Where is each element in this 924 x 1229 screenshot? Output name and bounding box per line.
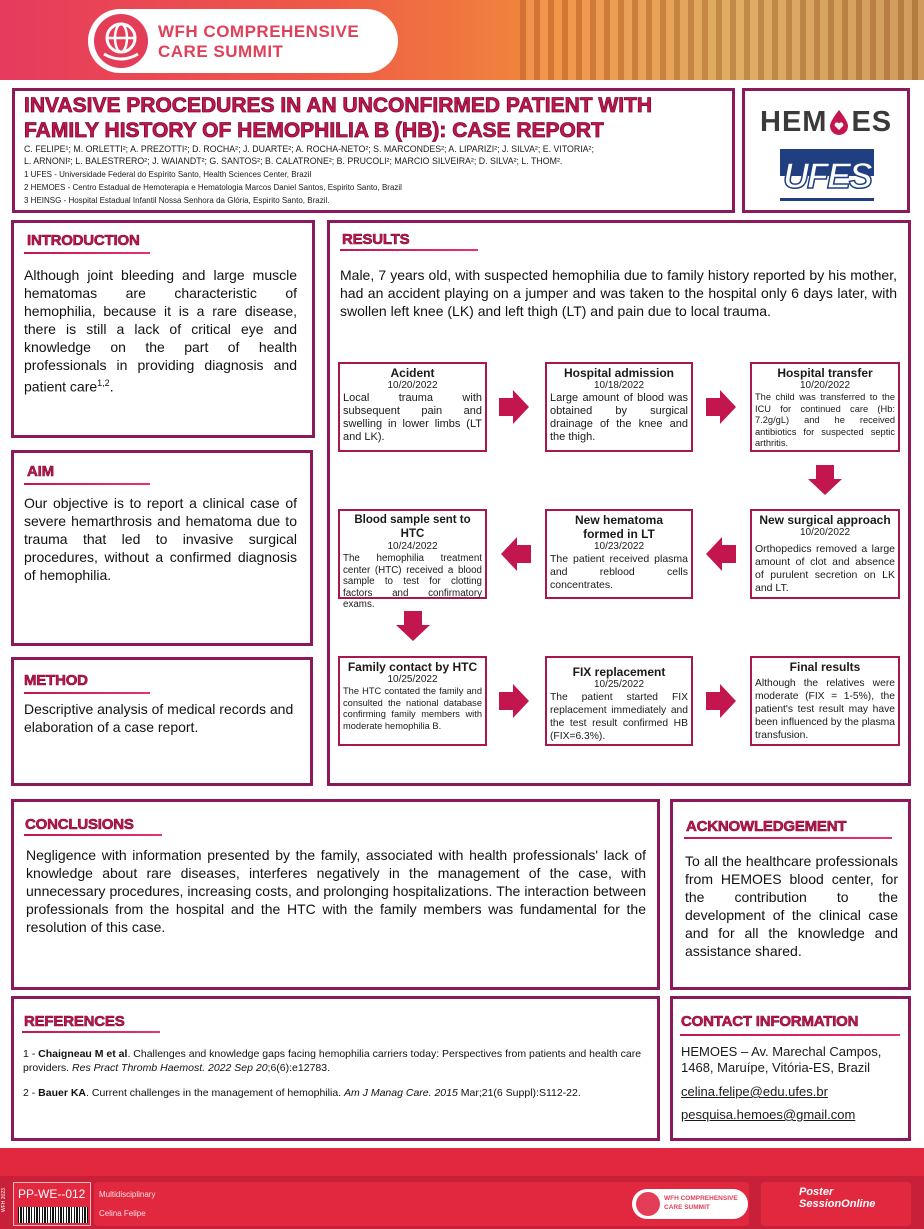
conclusions-text: Negligence with information presented by the family, associated with health professionals' lack of knowledge about rare diseases, interferes negatively in the management of the case, with unnecessary procedures, increasing costs, and prolonging hospitalizations. The interaction between professionals from the hospital and the HTC with the family members was fundamental for the resolution of this case. (26, 847, 646, 935)
method-underline (24, 692, 150, 694)
step-title: FIX replacement (572, 665, 666, 679)
contact-email-2[interactable]: pesquisa.hemoes@gmail.com (681, 1107, 856, 1122)
method-title: METHOD (24, 672, 88, 689)
header-banner (0, 0, 924, 80)
reference-1-author: Chaigneau M et al (38, 1048, 128, 1060)
acknowledgement-underline (684, 837, 892, 839)
step-fix-replacement (545, 656, 693, 746)
poster-session-line1: Poster (799, 1186, 834, 1198)
step-title: Hospital transfer (777, 366, 873, 380)
step-date: 10/20/2022 (799, 380, 851, 391)
hemoes-logo (760, 106, 892, 138)
reference-2-num: 2 - (23, 1087, 39, 1099)
step-title: Final results (789, 660, 861, 674)
footer-summit-line2: CARE SUMMIT (664, 1204, 710, 1211)
step-family-contact (338, 656, 487, 746)
arrow-left-icon (501, 537, 531, 571)
reference-2-author: Bauer KA (38, 1087, 87, 1099)
blood-drop-icon (827, 108, 851, 136)
authors-line2: L. ARNONI²; L. BALESTRERO²; J. WAIANDT²; G. SANTOS²; B. CALATRONE²; B. PRUCOLI²; MARCIO SILVEIRA²; D. SILVA²; L. THOM². (24, 156, 563, 166)
introduction-title: INTRODUCTION (27, 232, 140, 249)
contact-email-1[interactable]: celina.felipe@edu.ufes.br (681, 1084, 828, 1099)
step-text: The hemophilia treatment center (HTC) received a blood sample to test for clotting factors and confirmatory exams. (343, 553, 482, 610)
introduction-text (24, 266, 297, 396)
footer-author: Celina Felipe (99, 1209, 146, 1218)
footer-category: Multidisciplinary (99, 1190, 156, 1199)
aim-underline (24, 483, 150, 485)
contact-underline (680, 1034, 900, 1036)
step-title: New surgical approach (759, 513, 891, 527)
conclusions-title: CONCLUSIONS (25, 816, 134, 833)
step-text: The patient received plasma and reblood cells concentrates. (550, 553, 688, 591)
step-title: Blood sample sent to HTC (354, 514, 471, 540)
step-title: Family contact by HTC (347, 660, 478, 674)
step-text: The child was transferred to the ICU for continued care (Hb: 7.2g/gL) and he received antibiotics for suspected septic arthritis. (755, 392, 895, 448)
step-blood-sample (338, 509, 487, 610)
step-date: 10/18/2022 (593, 380, 645, 391)
footer-side-label: WFH 2023 (1, 1188, 7, 1212)
step-text: Although the relatives were moderate (FIX = 1-5%), the patient's test result may have been influenced by the plasma transfusion. (755, 678, 895, 741)
poster-title-line1: INVASIVE PROCEDURES IN AN UNCONFIRMED PATIENT WITH (24, 94, 653, 117)
step-hospital-transfer (750, 362, 900, 452)
reference-2-text: . Current challenges in the management of hemophilia. (86, 1087, 345, 1099)
step-date: 10/20/2022 (799, 527, 851, 538)
aim-text: Our objective is to report a clinical case of severe hemarthrosis and hematoma due to trauma that led to invasive surgical procedures, without a confirmed diagnosis of hemophilia. (24, 495, 297, 583)
references-underline (22, 1031, 160, 1033)
contact-address: HEMOES – Av. Marechal Campos, 1468, Maruípe, Vitória-ES, Brazil (681, 1044, 882, 1075)
results-text: Male, 7 years old, with suspected hemophilia due to family history reported by his mother, had an accident playing on a jumper and was taken to the hospital only 6 days later, with swollen left knee (LK) and left thigh (LT) and pain due to local trauma. (340, 267, 897, 319)
introduction-underline (24, 252, 150, 254)
footer-summit-line1: WFH COMPREHENSIVE (664, 1195, 738, 1202)
poster-title-line2: FAMILY HISTORY OF HEMOPHILIA B (HB): CASE REPORT (24, 119, 604, 142)
step-title: New hematoma formed in LT (574, 513, 664, 541)
reference-1-end: ;6(6):e12783. (267, 1062, 331, 1074)
step-date: 10/24/2022 (387, 541, 438, 552)
step-text: The HTC contated the family and consulted the national database confirming family members with moderate hemophilia B. (343, 686, 482, 731)
reference-1 (23, 1047, 653, 1075)
step-new-hematoma (545, 509, 693, 599)
step-text: Local trauma with subsequent pain and swelling in lower limbs (LT and LK). (343, 392, 482, 443)
summit-title-line1: WFH COMPREHENSIVE (158, 22, 360, 41)
aim-title: AIM (27, 463, 54, 480)
summit-globe-logo (94, 14, 148, 68)
authors-line1: C. FELIPE¹; M. ORLETTI²; A. PREZOTTI²; D. ROCHA²; J. DUARTE²; A. ROCHA-NETO²; S. MARCONDES²; A. LIPARIZI²; J. SILVA²; E. VITORIA²; (24, 144, 594, 154)
contact-title: CONTACT INFORMATION (681, 1013, 859, 1030)
conclusions-underline (24, 834, 162, 836)
step-title: Hospital admission (563, 366, 675, 380)
poster-session-line2: SessionOnline (799, 1198, 876, 1210)
arrow-right-icon (706, 390, 736, 424)
reference-2-journal: Am J Manag Care. 2015 (344, 1087, 458, 1099)
reference-2-end: Mar;21(6 Suppl):S112-22. (457, 1087, 581, 1099)
introduction-body: Although joint bleeding and large muscle hematomas are characteristic of hemophilia, because it is a rare disease, there is still a lack of critical eye and knowledge on the part of health professionals in providing diagnosis and patient care (24, 267, 297, 395)
step-title: Acident (390, 366, 435, 380)
arrow-down-icon (808, 465, 842, 495)
city-skyline-image (520, 0, 924, 80)
introduction-end: . (109, 378, 114, 395)
reference-1-journal: Res Pract Thromb Haemost. 2022 Sep 20 (72, 1062, 268, 1074)
acknowledgement-text: To all the healthcare professionals from HEMOES blood center, for the contribution to the development of the clinical case and for all the knowledge and assistance shared. (685, 853, 898, 959)
ufes-logo (780, 149, 874, 201)
hemoes-logo-left: HEM (760, 105, 828, 138)
affiliation-3: 3 HEINSG - Hospital Estadual Infantil Nossa Senhora da Glória, Espirito Santo, Brazil. (24, 196, 330, 205)
arrow-down-icon (396, 611, 430, 641)
affiliation-1: 1 UFES - Universidade Federal do Espírito Santo, Health Sciences Center, Brazil (24, 170, 312, 179)
ufes-logo-text: UFES (782, 155, 871, 196)
results-underline (340, 249, 478, 251)
introduction-citation: 1,2 (97, 378, 110, 388)
arrow-right-icon (706, 684, 736, 718)
step-hospital-admission (545, 362, 693, 452)
step-date: 10/25/2022 (387, 674, 438, 685)
step-acident (338, 362, 487, 452)
step-text: Orthopedics removed a large amount of clot and absence of purulent secretion on LK and LT. (755, 543, 895, 594)
footer-code-box (13, 1182, 91, 1226)
reference-2 (23, 1086, 653, 1100)
summit-title-line2: CARE SUMMIT (158, 42, 284, 61)
step-final-results (750, 656, 900, 746)
footer-code: PP-WE--012 (18, 1187, 86, 1201)
reference-1-num: 1 - (23, 1048, 39, 1060)
arrow-left-icon (706, 537, 736, 571)
results-title: RESULTS (342, 231, 410, 248)
acknowledgement-title: ACKNOWLEDGEMENT (686, 818, 847, 835)
step-new-surgical-approach (750, 509, 900, 599)
arrow-right-icon (499, 390, 529, 424)
barcode-icon (18, 1207, 88, 1223)
step-date: 10/23/2022 (593, 541, 645, 552)
step-date: 10/25/2022 (593, 679, 645, 690)
method-text: Descriptive analysis of medical records and elaboration of a case report. (24, 701, 294, 735)
references-title: REFERENCES (24, 1013, 125, 1030)
footer-globe-logo (636, 1192, 660, 1216)
step-text: Large amount of blood was obtained by surgical drainage of the knee and the thigh. (550, 392, 688, 443)
affiliation-2: 2 HEMOES - Centro Estadual de Hemoterapia e Hematologia Marcos Daniel Santos, Espirito Santo, Brazil (24, 183, 402, 192)
step-date: 10/20/2022 (387, 380, 438, 391)
arrow-right-icon (499, 684, 529, 718)
reference-1-text: . Challenges and knowledge gaps facing hemophilia carriers today: Perspectives from patients and health care providers. (23, 1048, 642, 1074)
step-text: The patient started FIX replacement immediately and the test result confirmed HB (FIX=6.3%). (550, 692, 688, 742)
hemoes-logo-right: ES (851, 105, 893, 138)
